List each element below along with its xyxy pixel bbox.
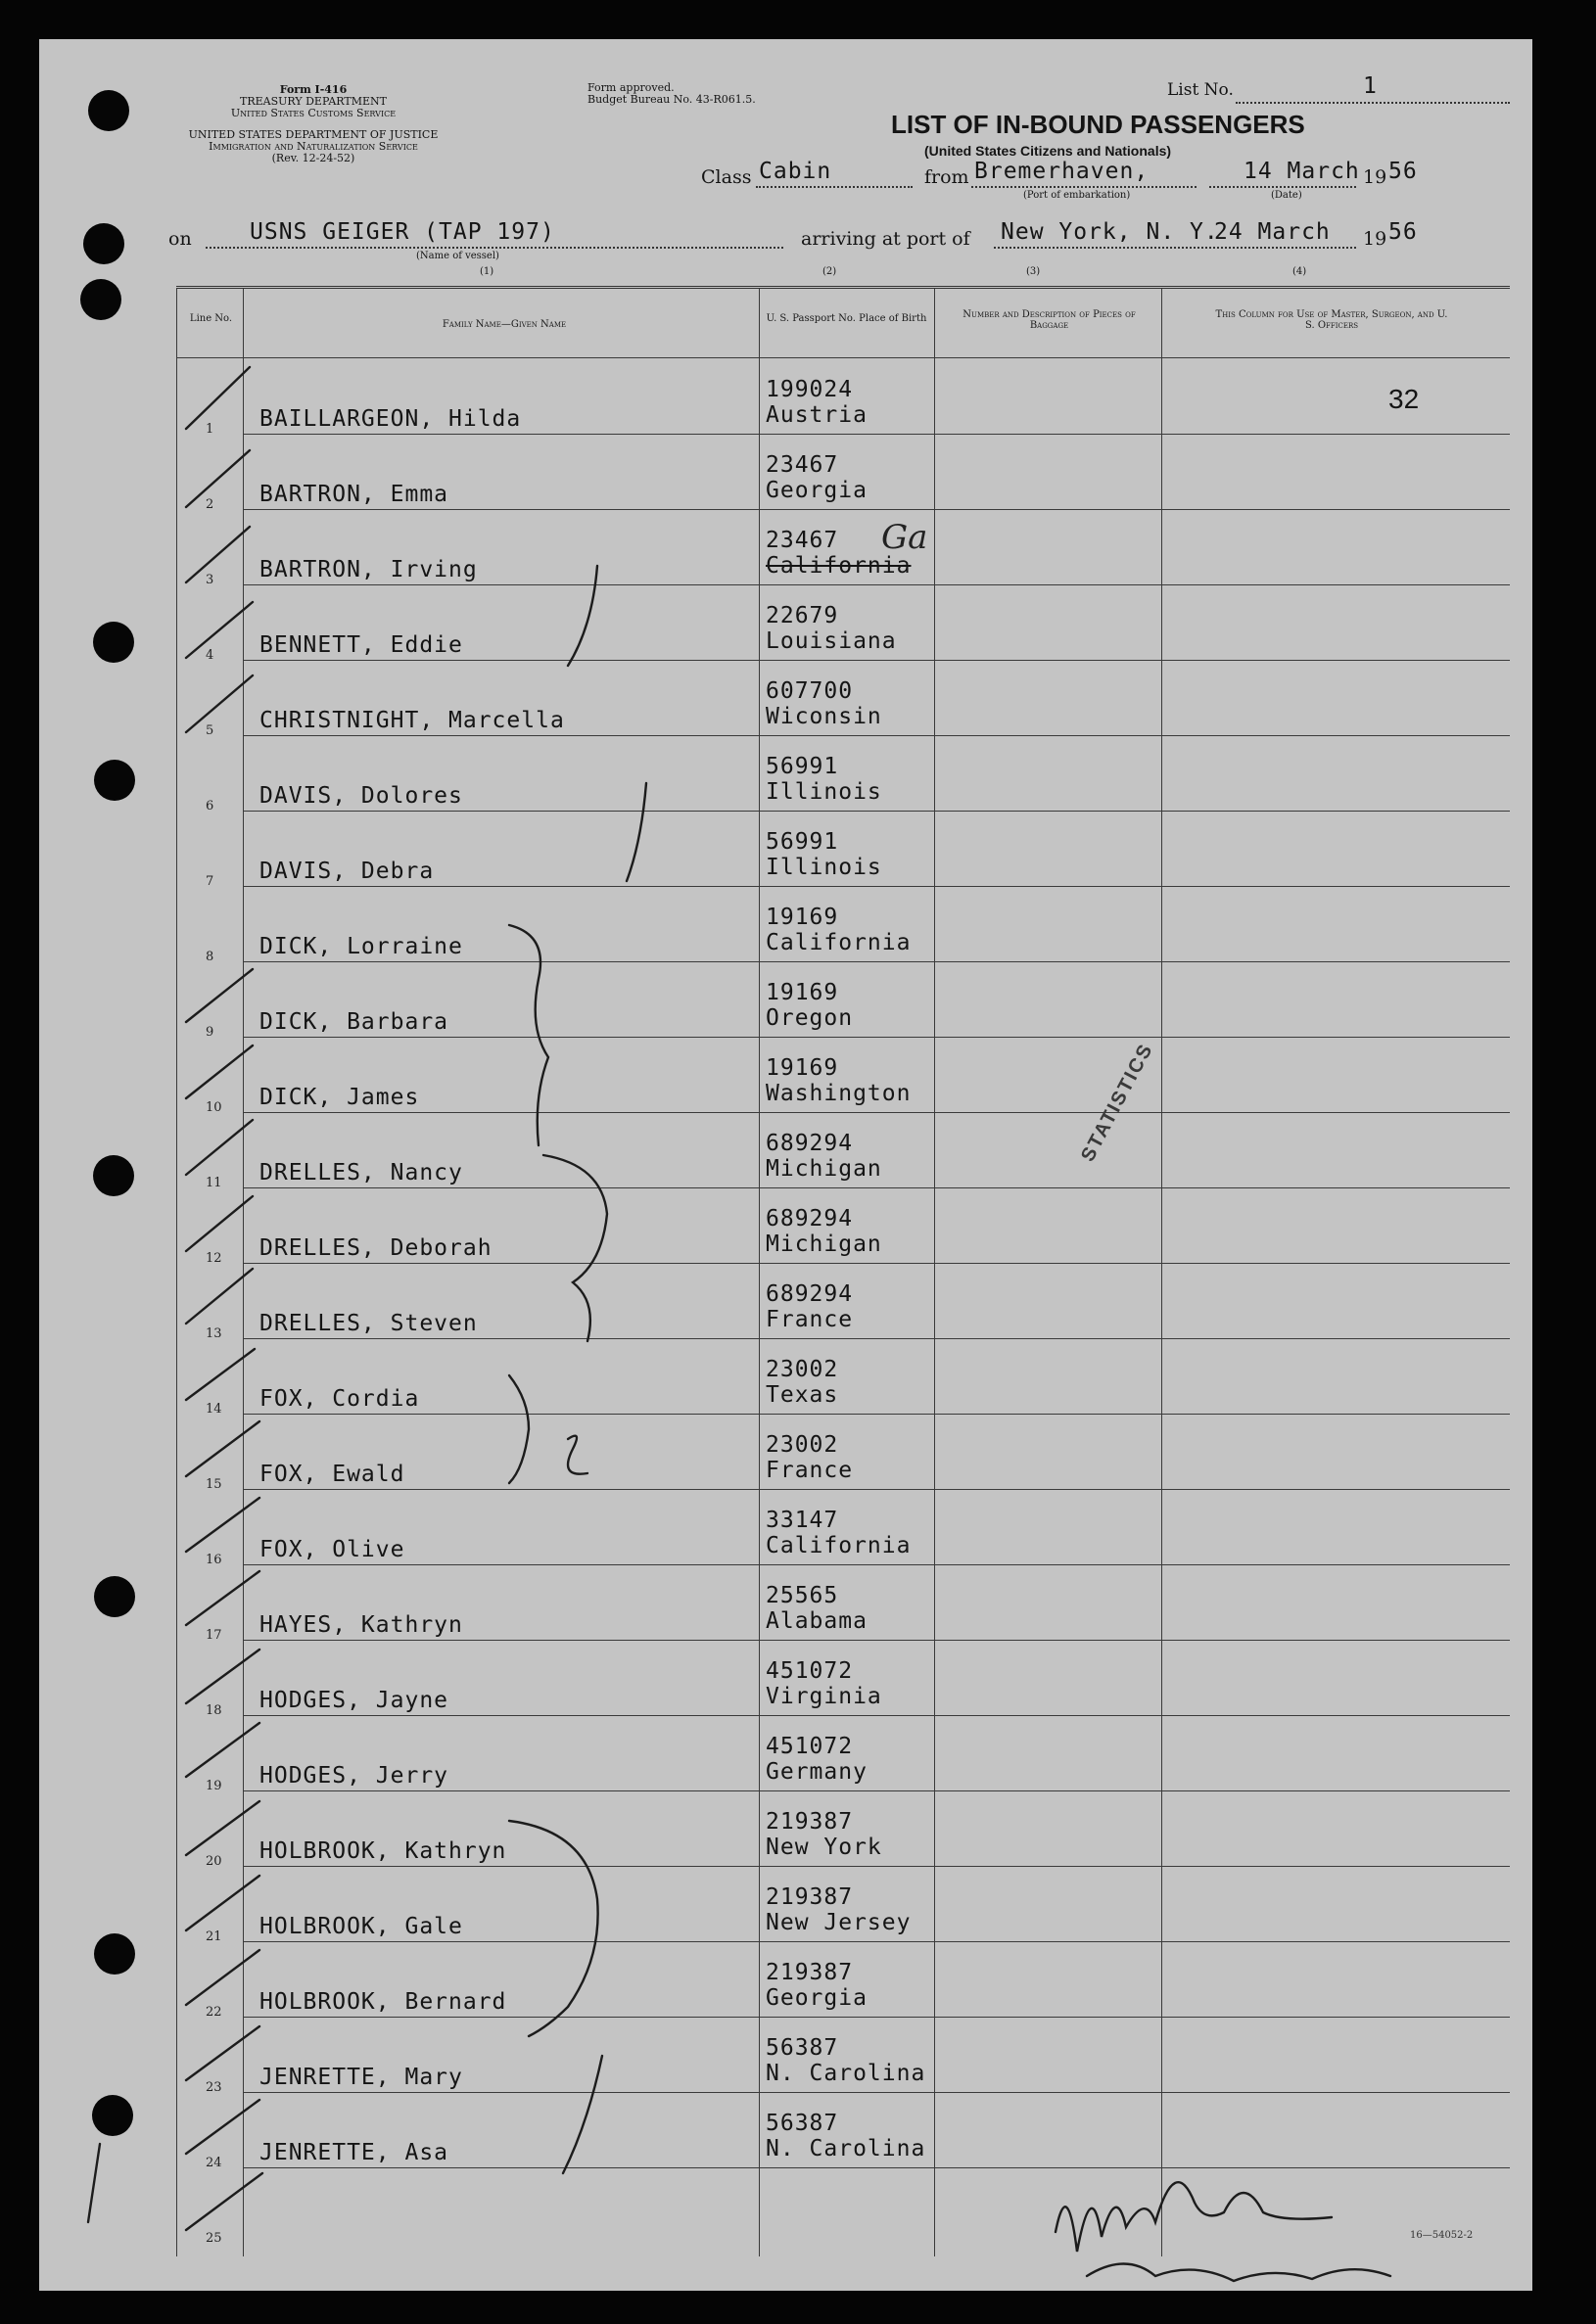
- col-caption-2: (2): [822, 266, 837, 277]
- passport-number: 56991: [766, 829, 839, 855]
- line-number: 14: [206, 1402, 222, 1417]
- passport-number: 689294: [766, 1131, 854, 1156]
- passport-number: 23467: [766, 528, 839, 553]
- embark-caption: (Port of embarkation): [1023, 190, 1131, 201]
- line-number: 22: [206, 2005, 222, 2020]
- passport-number: 25565: [766, 1583, 839, 1608]
- col-caption-3: (3): [1026, 266, 1041, 277]
- passenger-name: DAVIS, Debra: [259, 859, 435, 884]
- passenger-name: HOLBROOK, Gale: [259, 1914, 463, 1939]
- passport-number: 607700: [766, 678, 854, 704]
- col-caption-1: (1): [480, 266, 494, 277]
- treasury-dept: TREASURY DEPARTMENT: [240, 95, 387, 108]
- passenger-name: DICK, Barbara: [259, 1009, 449, 1035]
- check-mark: [186, 1349, 255, 1400]
- line-number: 5: [206, 723, 214, 738]
- line-number: 21: [206, 1929, 222, 1944]
- passport-number: 19169: [766, 1055, 839, 1081]
- check-mark: [186, 969, 253, 1022]
- col-head-passport: U. S. Passport No. Place of Birth: [766, 313, 927, 324]
- justice-dept: UNITED STATES DEPARTMENT OF JUSTICE: [188, 128, 439, 141]
- binder-hole: [83, 223, 124, 264]
- passenger-name: HOLBROOK, Bernard: [259, 1989, 507, 2015]
- place-of-birth: Georgia: [766, 1985, 868, 2011]
- place-of-birth: Wiconsin: [766, 704, 882, 729]
- passport-number: 451072: [766, 1734, 854, 1759]
- passenger-name: HAYES, Kathryn: [259, 1612, 463, 1638]
- s-mark: [568, 1436, 587, 1474]
- place-of-birth: France: [766, 1307, 854, 1332]
- place-of-birth: California: [766, 1533, 912, 1558]
- place-of-birth: Georgia: [766, 478, 868, 503]
- line-number: 8: [206, 950, 214, 964]
- line-number: 18: [206, 1703, 222, 1718]
- handwritten-correction: Ga: [881, 518, 928, 557]
- on-label: on: [168, 228, 192, 250]
- line-number: 12: [206, 1251, 222, 1266]
- pen-stroke: [627, 783, 646, 881]
- passenger-name: DRELLES, Nancy: [259, 1160, 463, 1185]
- passenger-name: CHRISTNIGHT, Marcella: [259, 708, 565, 733]
- line-number: 23: [206, 2080, 222, 2095]
- vessel-caption: (Name of vessel): [416, 251, 499, 261]
- place-of-birth: Illinois: [766, 855, 882, 880]
- binder-hole: [93, 622, 134, 663]
- passport-number: 56387: [766, 2111, 839, 2136]
- passport-number: 19169: [766, 980, 839, 1005]
- passport-number: 56991: [766, 754, 839, 779]
- pen-stroke: [568, 566, 597, 666]
- check-mark: [186, 602, 253, 658]
- date-caption: (Date): [1271, 190, 1302, 201]
- passport-number: 689294: [766, 1206, 854, 1232]
- passenger-name: BAILLARGEON, Hilda: [259, 406, 522, 432]
- passport-number: 219387: [766, 1809, 854, 1835]
- passport-number: 22679: [766, 603, 839, 628]
- check-mark: [186, 1950, 259, 2005]
- signature: [1087, 2264, 1390, 2282]
- customs-service: United States Customs Service: [230, 107, 397, 119]
- brace-mark: [509, 925, 548, 1145]
- line-number: 17: [206, 1628, 222, 1643]
- vessel-name: USNS GEIGER (TAP 197): [250, 219, 555, 245]
- brace-mark: [509, 1821, 598, 2036]
- place-of-birth: Louisiana: [766, 628, 897, 654]
- check-mark: [186, 2173, 262, 2230]
- col-head-officers: This Column for Use of Master, Surgeon, and U. S. Officers: [1215, 309, 1448, 331]
- place-of-birth: N. Carolina: [766, 2061, 926, 2086]
- line-number: 3: [206, 573, 214, 587]
- col-head-line-no: Line No.: [189, 313, 233, 324]
- binder-hole: [94, 1576, 135, 1617]
- binder-hole: [80, 279, 121, 320]
- departure-date: 14 March: [1244, 159, 1360, 184]
- place-of-birth: California: [766, 553, 912, 579]
- arrival-year-suffix: 56: [1388, 219, 1418, 245]
- signature: [1056, 2182, 1332, 2252]
- port-of-embarkation: Bremerhaven,: [974, 159, 1150, 184]
- passenger-name: DAVIS, Dolores: [259, 783, 463, 809]
- check-mark: [186, 450, 250, 507]
- pen-stroke: [563, 2056, 602, 2173]
- class-value: Cabin: [759, 159, 832, 184]
- form-revision: (Rev. 12-24-52): [271, 152, 355, 164]
- check-mark: [186, 2100, 259, 2154]
- place-of-birth: Germany: [766, 1759, 868, 1785]
- passport-number: 23467: [766, 452, 839, 478]
- check-mark: [186, 1120, 253, 1175]
- brace-mark: [509, 1375, 529, 1483]
- passenger-name: FOX, Ewald: [259, 1462, 405, 1487]
- arrival-port: New York, N. Y.: [1001, 219, 1219, 245]
- line-number: 4: [206, 648, 214, 663]
- passenger-name: BARTRON, Emma: [259, 482, 449, 507]
- form-approved: Form approved.: [587, 81, 675, 94]
- line-number: 16: [206, 1553, 222, 1567]
- document-subtitle: (United States Citizens and Nationals): [924, 143, 1172, 159]
- binder-hole: [93, 1155, 134, 1196]
- passport-number: 33147: [766, 1508, 839, 1533]
- place-of-birth: New York: [766, 1835, 882, 1860]
- officer-note: 32: [1388, 384, 1420, 414]
- place-of-birth: Illinois: [766, 779, 882, 805]
- place-of-birth: Alabama: [766, 1608, 868, 1634]
- line-number: 19: [206, 1779, 222, 1793]
- arrival-year-prefix: 19: [1363, 228, 1387, 250]
- passenger-name: DICK, James: [259, 1085, 420, 1110]
- place-of-birth: Michigan: [766, 1156, 882, 1182]
- passport-number: 19169: [766, 905, 839, 930]
- check-mark: [186, 1876, 259, 1930]
- passport-number: 56387: [766, 2035, 839, 2061]
- check-mark: [186, 1498, 259, 1552]
- binder-hole: [94, 760, 135, 801]
- passenger-name: DICK, Lorraine: [259, 934, 463, 959]
- line-number: 10: [206, 1100, 222, 1115]
- check-mark: [186, 1421, 259, 1476]
- check-mark: [186, 1801, 259, 1855]
- line-number: 24: [206, 2156, 222, 2170]
- check-mark: [186, 367, 250, 429]
- col-head-name: Family Name—Given Name: [442, 319, 567, 330]
- passenger-name: HODGES, Jayne: [259, 1688, 449, 1713]
- passenger-name: DRELLES, Steven: [259, 1311, 478, 1336]
- passport-number: 689294: [766, 1281, 854, 1307]
- line-number: 7: [206, 874, 214, 889]
- place-of-birth: Michigan: [766, 1232, 882, 1257]
- passport-number: 451072: [766, 1658, 854, 1684]
- line-number: 13: [206, 1326, 222, 1341]
- binder-hole: [88, 90, 129, 131]
- passport-number: 199024: [766, 377, 854, 402]
- form-number: Form I-416: [279, 83, 348, 96]
- passport-number: 219387: [766, 1884, 854, 1910]
- list-no-value: 1: [1363, 73, 1378, 99]
- check-mark: [186, 1571, 259, 1625]
- manifest-sheet: [39, 39, 1532, 2291]
- line-number: 9: [206, 1025, 214, 1040]
- place-of-birth: France: [766, 1458, 854, 1483]
- footer-code: 16—54052-2: [1410, 2230, 1474, 2241]
- year-suffix: 56: [1388, 159, 1418, 184]
- ins-service: Immigration and Naturalization Service: [209, 140, 418, 153]
- place-of-birth: Washington: [766, 1081, 912, 1106]
- binder-hole: [92, 2095, 133, 2136]
- check-mark: [186, 1723, 259, 1777]
- passport-number: 23002: [766, 1357, 839, 1382]
- check-mark: [186, 2026, 259, 2080]
- place-of-birth: N. Carolina: [766, 2136, 926, 2161]
- arrival-date: 24 March: [1214, 219, 1331, 245]
- col-head-baggage: Number and Description of Pieces of Baggage: [962, 309, 1136, 331]
- year-prefix: 19: [1363, 166, 1387, 188]
- line-number: 15: [206, 1477, 222, 1492]
- handwritten-marks: [39, 39, 1532, 2291]
- class-label: Class: [701, 166, 752, 188]
- place-of-birth: Virginia: [766, 1684, 882, 1709]
- passport-number: 219387: [766, 1960, 854, 1985]
- passenger-name: BENNETT, Eddie: [259, 632, 463, 658]
- passenger-name: HODGES, Jerry: [259, 1763, 449, 1789]
- passenger-name: JENRETTE, Mary: [259, 2065, 463, 2090]
- line-number: 1: [206, 422, 214, 437]
- place-of-birth: Oregon: [766, 1005, 854, 1031]
- passport-number: 23002: [766, 1432, 839, 1458]
- statistics-stamp: STATISTICS: [1077, 1039, 1158, 1166]
- margin-mark: [88, 2144, 100, 2222]
- check-mark: [186, 1269, 253, 1324]
- passenger-name: FOX, Olive: [259, 1537, 405, 1562]
- place-of-birth: New Jersey: [766, 1910, 912, 1935]
- place-of-birth: Texas: [766, 1382, 839, 1408]
- passenger-name: FOX, Cordia: [259, 1386, 420, 1412]
- place-of-birth: Austria: [766, 402, 868, 428]
- line-number: 20: [206, 1854, 222, 1869]
- line-number: 2: [206, 497, 214, 512]
- list-no-label: List No.: [1167, 80, 1234, 100]
- check-mark: [186, 675, 253, 732]
- line-number: 25: [206, 2231, 222, 2246]
- col-caption-4: (4): [1292, 266, 1307, 277]
- binder-hole: [94, 1933, 135, 1975]
- check-mark: [186, 527, 250, 582]
- document-title: LIST OF IN-BOUND PASSENGERS: [891, 110, 1305, 139]
- line-number: 6: [206, 799, 214, 813]
- passenger-name: BARTRON, Irving: [259, 557, 478, 582]
- brace-mark: [543, 1155, 607, 1341]
- passenger-name: HOLBROOK, Kathryn: [259, 1838, 507, 1864]
- from-label: from: [924, 166, 969, 188]
- arriving-label: arriving at port of: [801, 228, 970, 250]
- check-mark: [186, 1046, 253, 1098]
- passenger-name: JENRETTE, Asa: [259, 2140, 449, 2165]
- check-mark: [186, 1650, 259, 1703]
- passenger-name: DRELLES, Deborah: [259, 1235, 493, 1261]
- budget-bureau: Budget Bureau No. 43-R061.5.: [587, 93, 756, 106]
- place-of-birth: California: [766, 930, 912, 955]
- check-mark: [186, 1196, 253, 1251]
- line-number: 11: [206, 1176, 222, 1190]
